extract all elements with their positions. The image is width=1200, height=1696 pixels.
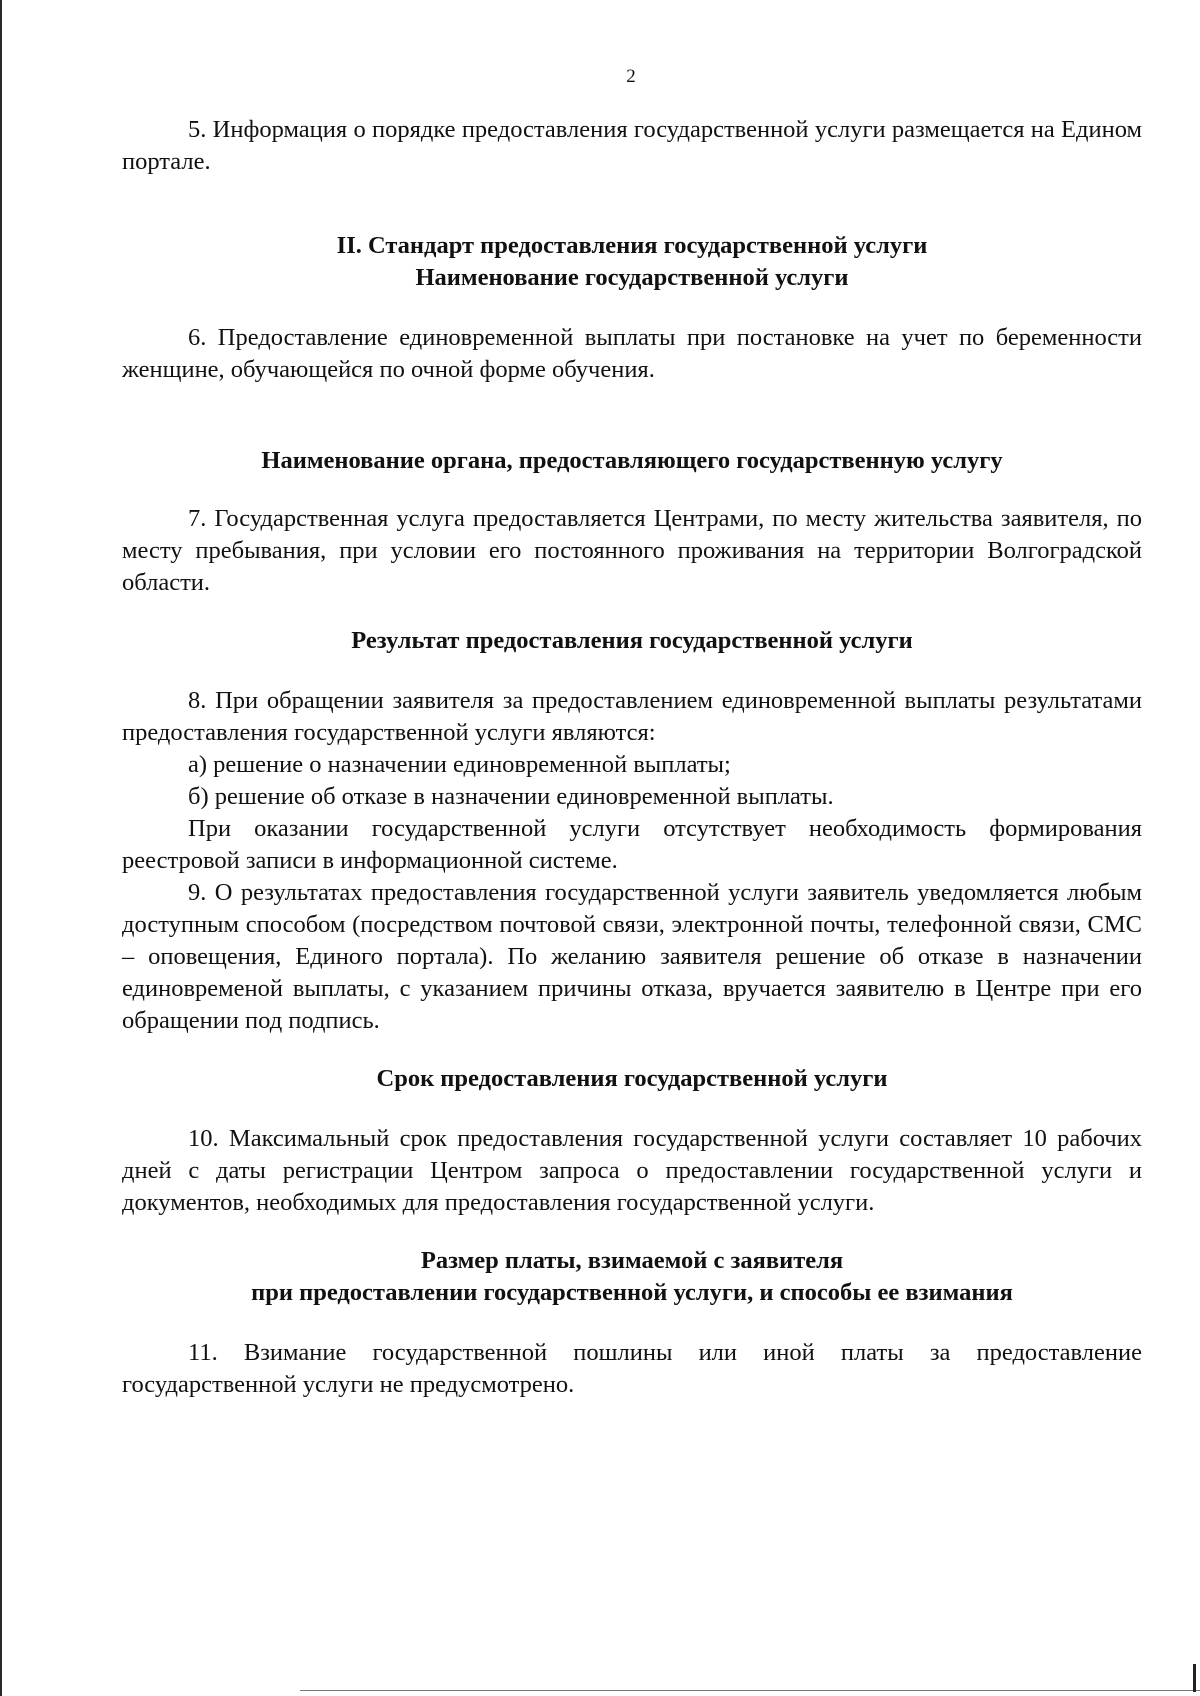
paragraph-7: 7. Государственная услуга предоставляется Центрами, по месту жительства заявителя, по месту пребывания, при условии его постоянного проживания на территории Волгоградской области.	[122, 505, 1142, 596]
paragraph-5: 5. Информация о порядке предоставления государственной услуги размещается на Едином портале.	[122, 116, 1142, 175]
paragraph-8: 8. При обращении заявителя за предоставлением единовременной выплаты результатами предоставления государственной услуги являются:	[122, 687, 1142, 746]
paragraph-11: 11. Взимание государственной пошлины или иной платы за предоставление государственной услуги не предусмотрено.	[122, 1339, 1142, 1398]
paragraph-6: 6. Предоставление единовременной выплаты при постановке на учет по беременности женщине, обучающейся по очной форме обучения.	[122, 324, 1142, 383]
paragraph-9: 9. О результатах предоставления государственной услуги заявитель уведомляется любым доступным способом (посредством почтовой связи, электронной почты, телефонной связи, СМС – оповещения, Единого портала). По желанию заявителя решение об отказе в назначении единовременой выплаты, с указанием причины отказа, вручается заявителю в Центре при его обращении под подпись.	[122, 879, 1142, 1034]
scan-corner-mark	[1193, 1664, 1196, 1692]
subheading-result: Результат предоставления государственной услуги	[351, 627, 913, 654]
page-number: 2	[626, 66, 636, 87]
paragraph-8-item-a: а) решение о назначении единовременной выплаты;	[188, 751, 731, 778]
paragraph-8-note: При оказании государственной услуги отсутствует необходимость формирования реестровой записи в информационной системе.	[122, 815, 1142, 874]
paragraph-10: 10. Максимальный срок предоставления государственной услуги составляет 10 рабочих дней с даты регистрации Центром запроса о предоставлении государственной услуги и документов, необходимых для предоставления государственной услуги.	[122, 1125, 1142, 1216]
subheading-fee-line-2: при предоставлении государственной услуги, и способы ее взимания	[251, 1279, 1013, 1306]
scan-left-edge	[0, 0, 2, 1696]
paragraph-8-item-b: б) решение об отказе в назначении единовременной выплаты.	[188, 783, 834, 810]
subheading-fee-line-1: Размер платы, взимаемой с заявителя	[420, 1247, 844, 1274]
subheading-term: Срок предоставления государственной услуги	[376, 1065, 888, 1092]
document-body	[122, 114, 1142, 1401]
subheading-service-name: Наименование государственной услуги	[415, 264, 849, 291]
scan-bottom-rule	[300, 1690, 1200, 1691]
section-heading-standard: II. Стандарт предоставления государственной услуги	[336, 232, 928, 259]
subheading-organ: Наименование органа, предоставляющего государственную услугу	[261, 447, 1003, 474]
